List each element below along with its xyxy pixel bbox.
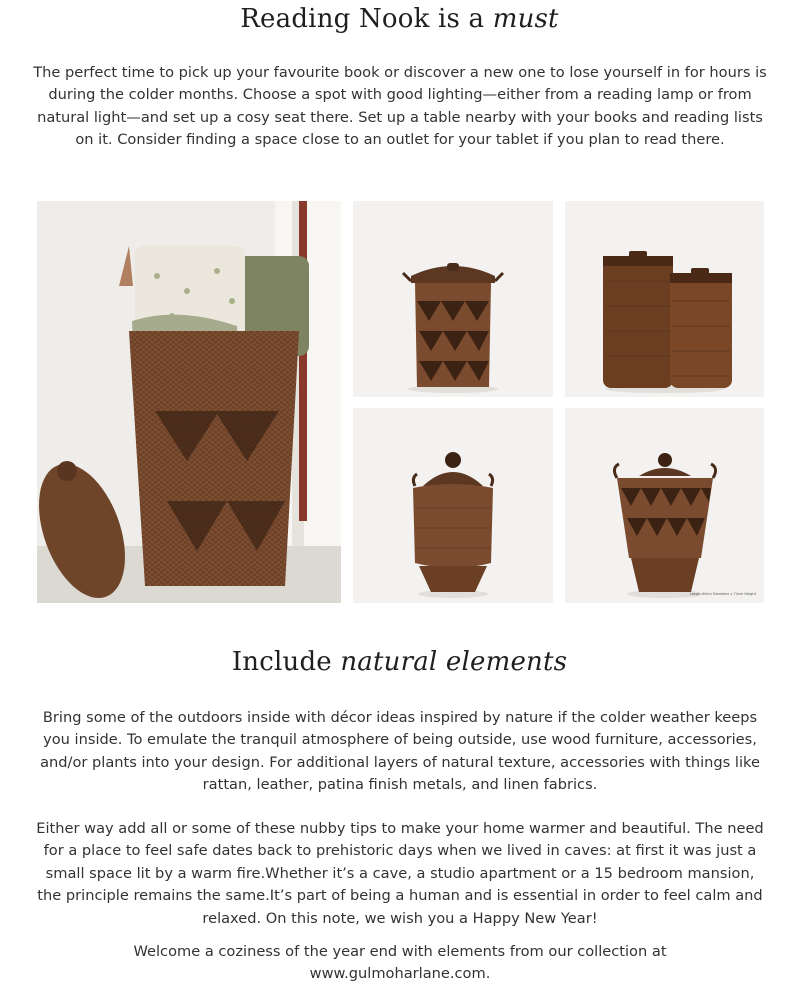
natural-elements-paragraph: Bring some of the outdoors inside with décor ideas inspired by nature if the colder weather keeps you inside. To emulate the tranquil atmosphere of being outside, use wood furniture, accessories, and/or plants into your design. For additional layers of natural texture, accessories with things like rattan, leather, patina finish metals, and linen fabrics. [40, 709, 760, 794]
tall-flared-basket-photo [565, 408, 764, 603]
heading-text: Include [231, 647, 332, 677]
heading-italic-text: natural elements [340, 647, 568, 677]
triangle-pattern-basket-photo [353, 201, 553, 397]
rattan-canisters-photo [565, 201, 764, 397]
heading-italic-text: must [492, 4, 559, 34]
closing-paragraph: Either way add all or some of these nubby tips to make your home warmer and beautiful. The need for a place to feel safe dates back to prehistoric days when we lived in caves: at first it was just a small space lit by a warm fire.Whether it’s a cave, a studio apartment or a 15 bedroom mansion, the principle remains the same.It’s part of being a human and is essential in order to feel calm and relaxed. On this note, we wish you a Happy New Year! [36, 820, 764, 927]
reading-nook-heading [0, 4, 799, 34]
closing-line-text: Welcome a coziness of the year end with elements from our collection at [133, 943, 667, 960]
heading-text: Reading Nook is a [240, 4, 485, 34]
reading-nook-paragraph: The perfect time to pick up your favourite book or discover a new one to lose yourself in for hours is during the colder months. Choose a spot with good lighting—either from a reading lamp or from natural light—and set up a cosy seat there. Set up a table nearby with your books and reading lists on it. Consider finding a space close to an outlet for your tablet if you plan to read there. [33, 64, 767, 149]
closing-line [32, 941, 768, 986]
natural-elements-heading [0, 647, 799, 677]
size-caption: Large: 40cm Diameter x 74cm Height [689, 592, 756, 596]
round-lidded-basket-photo [353, 408, 553, 603]
basket-with-pillows-photo [37, 201, 341, 603]
website-link[interactable]: www.gulmoharlane.com. [309, 965, 491, 983]
